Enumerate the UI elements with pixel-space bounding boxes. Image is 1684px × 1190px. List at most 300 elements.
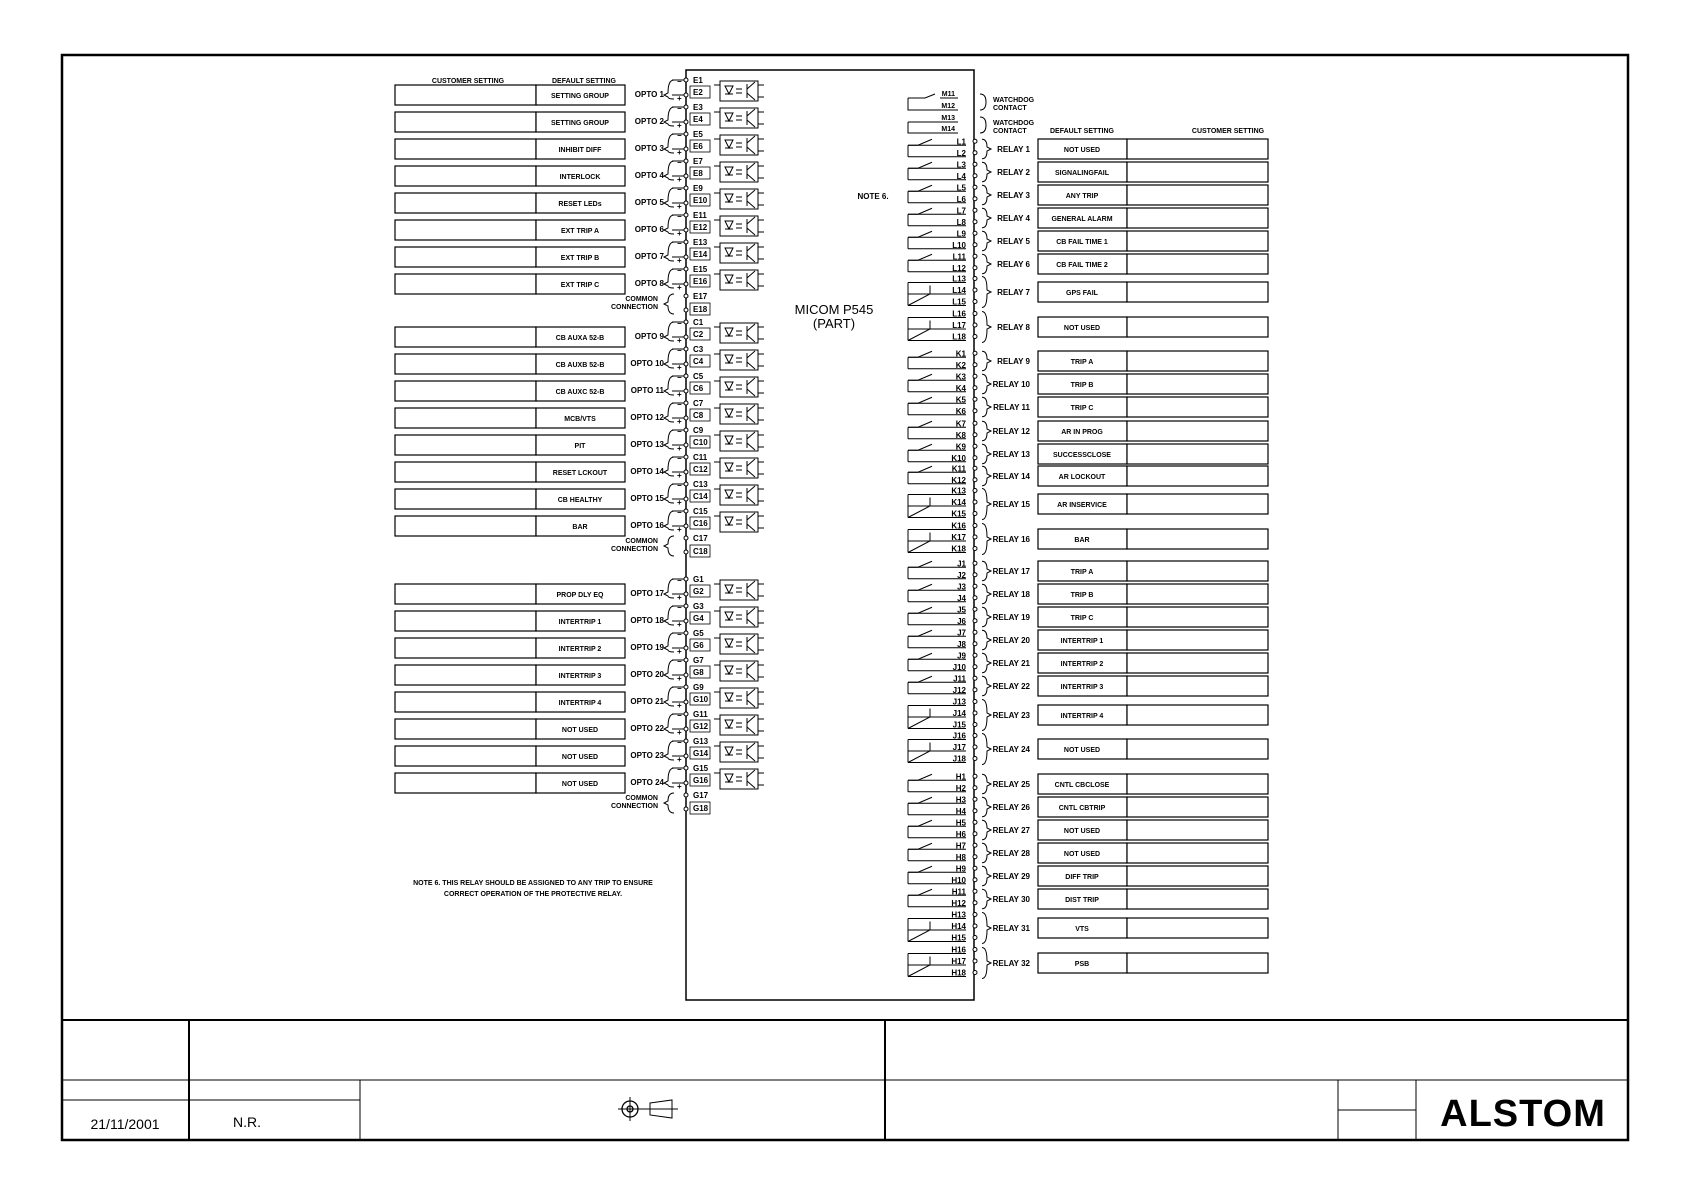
brace — [982, 162, 991, 182]
terminal-label: G6 — [693, 641, 704, 650]
brace — [982, 676, 991, 696]
terminal-point — [973, 573, 977, 577]
minus-sign: − — [677, 481, 682, 490]
minus-sign: − — [677, 212, 682, 221]
relay-output — [908, 464, 1268, 486]
opto-coupler-body — [714, 608, 764, 626]
terminal-label: G18 — [693, 804, 709, 813]
terminal-label: G11 — [693, 710, 708, 719]
opto-input — [395, 372, 764, 401]
customer-setting-field[interactable] — [1127, 494, 1268, 514]
customer-setting-field[interactable] — [1127, 676, 1268, 696]
brace — [664, 457, 674, 476]
opto-input — [395, 157, 764, 186]
terminal-point — [973, 312, 977, 316]
terminal-label: H11 — [951, 887, 966, 897]
terminal-point — [973, 653, 977, 657]
terminal-label: H18 — [951, 968, 966, 978]
terminal-label: J11 — [953, 674, 966, 684]
opto-input — [395, 602, 764, 631]
terminal-point — [973, 700, 977, 704]
customer-setting-field[interactable] — [1127, 162, 1268, 182]
customer-setting-field[interactable] — [395, 139, 536, 159]
terminal-point — [973, 466, 977, 470]
terminal-label: G5 — [693, 629, 704, 638]
default-setting-value: DIST TRIP — [1065, 897, 1099, 904]
relay-label: RELAY 9 — [997, 357, 1030, 366]
terminal-point — [684, 455, 688, 459]
customer-setting-field[interactable] — [1127, 185, 1268, 205]
terminal-label: C15 — [693, 507, 708, 516]
relay-output — [908, 887, 1268, 909]
terminal-label: E15 — [693, 265, 708, 274]
terminal-point — [973, 197, 977, 201]
terminal-point — [973, 323, 977, 327]
terminal-label: J16 — [952, 731, 966, 741]
customer-setting-field[interactable] — [395, 193, 536, 213]
terminal-label: K15 — [951, 509, 966, 519]
brace — [664, 536, 674, 556]
terminal-label: C16 — [693, 519, 708, 528]
customer-setting-field[interactable] — [1127, 739, 1268, 759]
default-setting-value: VTS — [1075, 926, 1089, 933]
customer-setting-field[interactable] — [1127, 607, 1268, 627]
drawing-frame — [62, 55, 1628, 1140]
terminal-point — [973, 456, 977, 460]
plus-sign: + — [677, 728, 682, 737]
terminal-label: J13 — [952, 697, 966, 707]
customer-setting-field[interactable] — [1127, 254, 1268, 274]
opto-coupler-body — [714, 109, 764, 127]
customer-setting-field[interactable] — [1127, 529, 1268, 549]
terminal-point — [973, 421, 977, 425]
customer-setting-field[interactable] — [1127, 466, 1268, 486]
common-label: COMMON — [625, 296, 658, 303]
terminal-point — [684, 754, 688, 758]
opto-coupler-body — [714, 486, 764, 504]
terminal-point — [973, 619, 977, 623]
default-setting-value: CB FAIL TIME 1 — [1056, 239, 1108, 246]
terminal-point — [973, 433, 977, 437]
terminal-label: G17 — [693, 791, 709, 800]
customer-setting-field[interactable] — [395, 773, 536, 793]
terminal-point — [684, 159, 688, 163]
terminal-point — [973, 924, 977, 928]
customer-setting-field[interactable] — [1127, 918, 1268, 938]
customer-setting-field[interactable] — [395, 638, 536, 658]
default-setting-value: NOT USED — [1063, 747, 1101, 754]
contact-icon — [908, 397, 932, 415]
terminal-point — [684, 739, 688, 743]
opto-label: OPTO 24 — [630, 778, 664, 787]
relay-output — [908, 772, 1268, 794]
brace — [982, 208, 991, 228]
terminal-point — [973, 277, 977, 281]
relay-label: RELAY 29 — [992, 872, 1030, 881]
device-sub: (PART) — [812, 316, 856, 331]
terminal-label: J14 — [952, 709, 966, 718]
customer-setting-field[interactable] — [1127, 866, 1268, 886]
terminal-label: G3 — [693, 602, 704, 611]
terminal-point — [684, 766, 688, 770]
watchdog-label: WATCHDOG — [993, 120, 1035, 127]
customer-setting-field[interactable] — [395, 166, 536, 186]
customer-setting-field[interactable] — [1127, 231, 1268, 251]
terminal-point — [973, 397, 977, 401]
terminal-point — [973, 220, 977, 224]
relay-output — [908, 674, 1268, 696]
relay-output — [908, 795, 1268, 817]
terminal-point — [684, 389, 688, 393]
contact-icon — [908, 797, 932, 815]
terminal-label: E10 — [693, 196, 708, 205]
terminal-point — [973, 786, 977, 790]
terminal-point — [973, 409, 977, 413]
default-setting-value: PROP DLY EQ — [556, 592, 604, 599]
terminal-label: J2 — [957, 570, 966, 580]
terminal-point — [973, 723, 977, 727]
terminal-point — [973, 843, 977, 847]
terminal-label: G12 — [693, 722, 709, 731]
terminal-label: C14 — [693, 492, 708, 501]
opto-label: OPTO 3 — [634, 144, 664, 153]
customer-setting-field[interactable] — [395, 274, 536, 294]
default-setting-value: INTERTRIP 2 — [558, 646, 602, 653]
brace — [664, 606, 674, 625]
customer-setting-field[interactable] — [1127, 630, 1268, 650]
terminal-label: H17 — [951, 957, 966, 966]
customer-setting-field[interactable] — [1127, 421, 1268, 441]
terminal-label: M11 — [941, 91, 955, 98]
terminal-point — [973, 665, 977, 669]
watchdog-2 — [908, 115, 1035, 135]
terminal-point — [684, 401, 688, 405]
brace — [664, 269, 674, 288]
relay-output — [908, 651, 1268, 673]
terminal-label: J18 — [952, 754, 966, 764]
brace — [664, 484, 674, 503]
customer-setting-field[interactable] — [1127, 444, 1268, 464]
contact-icon — [908, 866, 932, 884]
terminal-label: K13 — [951, 486, 966, 496]
common-label: CONNECTION — [610, 803, 658, 810]
opto-coupler-body — [714, 351, 764, 369]
customer-setting-field[interactable] — [395, 327, 536, 347]
brace — [664, 215, 674, 234]
terminal-label: J1 — [957, 559, 966, 569]
brace — [664, 322, 674, 341]
brace — [664, 511, 674, 530]
terminal-point — [684, 592, 688, 596]
terminal-point — [973, 607, 977, 611]
relay-label: RELAY 11 — [993, 403, 1030, 412]
default-setting-value: BAR — [572, 524, 588, 531]
terminal-point — [973, 151, 977, 155]
right-customer-header: CUSTOMER SETTING — [1191, 128, 1265, 135]
terminal-point — [973, 444, 977, 448]
terminal-point — [973, 866, 977, 870]
relay-outputs — [908, 137, 1268, 978]
customer-setting-field[interactable] — [395, 354, 536, 374]
default-setting-value: CNTL CBTRIP — [1058, 805, 1106, 812]
minus-sign: − — [677, 603, 682, 612]
relay-label: RELAY 10 — [992, 380, 1030, 389]
terminal-label: G16 — [693, 776, 709, 785]
relay-label: RELAY 15 — [992, 500, 1030, 509]
terminal-point — [973, 524, 977, 528]
relay-output — [908, 160, 1268, 182]
brace — [982, 466, 991, 486]
customer-setting-field[interactable] — [1127, 208, 1268, 228]
relay-output — [908, 275, 1268, 308]
opto-label: OPTO 13 — [630, 440, 664, 449]
terminal-label: E13 — [693, 238, 708, 247]
contact-icon — [908, 630, 932, 648]
brace — [982, 889, 991, 909]
customer-setting-field[interactable] — [1127, 820, 1268, 840]
terminal-point — [973, 734, 977, 738]
terminal-label: E6 — [693, 142, 703, 151]
customer-setting-field[interactable] — [395, 247, 536, 267]
customer-setting-field[interactable] — [1127, 653, 1268, 673]
terminal-label: L7 — [956, 206, 966, 216]
customer-setting-field[interactable] — [395, 692, 536, 712]
relay-label: RELAY 1 — [997, 145, 1030, 154]
default-setting-value: EXT TRIP B — [560, 255, 600, 262]
terminal-point — [684, 267, 688, 271]
opto-coupler-body — [714, 271, 764, 289]
terminal-point — [973, 832, 977, 836]
default-setting-value: TRIP B — [1070, 592, 1094, 599]
terminal-label: L1 — [956, 137, 966, 147]
brace — [982, 866, 991, 886]
customer-setting-field[interactable] — [1127, 282, 1268, 302]
brace — [982, 734, 991, 765]
terminal-label: G15 — [693, 764, 709, 773]
terminal-label: E17 — [693, 292, 708, 301]
customer-setting-field[interactable] — [1127, 584, 1268, 604]
customer-setting-field[interactable] — [1127, 774, 1268, 794]
plus-sign: + — [677, 283, 682, 292]
terminal-label: L16 — [952, 309, 966, 319]
terminal-label: G7 — [693, 656, 704, 665]
terminal-label: C5 — [693, 372, 704, 381]
customer-setting-field[interactable] — [395, 611, 536, 631]
customer-setting-field[interactable] — [395, 381, 536, 401]
terminal-point — [684, 536, 688, 540]
device-name: MICOM P545 — [794, 302, 874, 317]
customer-setting-field[interactable] — [395, 462, 536, 482]
customer-setting-field[interactable] — [1127, 953, 1268, 973]
contact-icon — [908, 421, 932, 439]
customer-setting-field[interactable] — [395, 516, 536, 536]
terminal-point — [973, 300, 977, 304]
terminal-point — [684, 255, 688, 259]
terminal-point — [684, 335, 688, 339]
terminal-label: G14 — [693, 749, 709, 758]
terminal-point — [684, 685, 688, 689]
customer-setting-field[interactable] — [1127, 397, 1268, 417]
opto-coupler-body — [714, 163, 764, 181]
company-logo: ALSTOM — [1440, 1093, 1606, 1135]
relay-output — [908, 137, 1268, 159]
terminal-point — [973, 889, 977, 893]
plus-sign: + — [677, 647, 682, 656]
customer-setting-field[interactable] — [1127, 889, 1268, 909]
plus-sign: + — [677, 336, 682, 345]
terminal-point — [684, 120, 688, 124]
opto-input — [395, 629, 764, 658]
default-setting-value: SETTING GROUP — [551, 93, 609, 100]
customer-setting-field[interactable] — [395, 584, 536, 604]
terminal-point — [684, 781, 688, 785]
default-setting-value: NOT USED — [561, 781, 599, 788]
default-setting-value: SIGNALINGFAIL — [1054, 170, 1110, 177]
minus-sign: − — [677, 266, 682, 275]
brace — [664, 633, 674, 652]
relay-output — [908, 559, 1268, 581]
terminal-point — [684, 294, 688, 298]
opto-input — [395, 130, 764, 159]
terminal-label: K17 — [951, 533, 966, 542]
terminal-point — [973, 335, 977, 339]
brace — [982, 584, 991, 604]
customer-setting-field[interactable] — [395, 665, 536, 685]
opto-coupler-body — [714, 217, 764, 235]
brace — [664, 430, 674, 449]
note-line-2: CORRECT OPERATION OF THE PROTECTIVE RELAY. — [443, 891, 623, 898]
customer-setting-field[interactable] — [395, 719, 536, 739]
minus-sign: − — [677, 239, 682, 248]
customer-setting-field[interactable] — [395, 435, 536, 455]
brace — [664, 107, 674, 126]
terminal-label: C7 — [693, 399, 704, 408]
terminal-label: C18 — [693, 547, 708, 556]
terminal-point — [973, 547, 977, 551]
opto-inputs — [395, 76, 764, 814]
brace — [982, 277, 991, 308]
opto-coupler-body — [714, 190, 764, 208]
terminal-point — [973, 489, 977, 493]
opto-input — [395, 507, 764, 536]
customer-setting-field[interactable] — [1127, 317, 1268, 337]
terminal-point — [684, 727, 688, 731]
terminal-point — [973, 535, 977, 539]
relay-label: RELAY 19 — [992, 613, 1030, 622]
brace — [664, 242, 674, 261]
customer-setting-field[interactable] — [1127, 139, 1268, 159]
opto-coupler-body — [714, 743, 764, 761]
terminal-label: K2 — [955, 360, 966, 370]
brace — [664, 161, 674, 180]
default-setting-value: NOT USED — [1063, 828, 1101, 835]
terminal-label: L4 — [956, 171, 966, 181]
customer-setting-field[interactable] — [1127, 561, 1268, 581]
terminal-point — [684, 604, 688, 608]
relay-label: RELAY 26 — [992, 803, 1030, 812]
customer-setting-field[interactable] — [1127, 705, 1268, 725]
default-setting-value: SETTING GROUP — [551, 120, 609, 127]
brace — [982, 843, 991, 863]
terminal-point — [684, 213, 688, 217]
customer-setting-field[interactable] — [395, 746, 536, 766]
relay-label: RELAY 22 — [992, 682, 1030, 691]
minus-sign: − — [677, 77, 682, 86]
customer-setting-field[interactable] — [1127, 351, 1268, 371]
customer-setting-field[interactable] — [1127, 797, 1268, 817]
opto-coupler-body — [714, 378, 764, 396]
opto-coupler-body — [714, 689, 764, 707]
opto-input — [395, 656, 764, 685]
plus-sign: + — [677, 256, 682, 265]
terminal-label: C13 — [693, 480, 708, 489]
default-setting-value: PSB — [1074, 961, 1090, 968]
opto-coupler-body — [714, 82, 764, 100]
relay-label: RELAY 20 — [992, 636, 1030, 645]
customer-setting-field[interactable] — [395, 220, 536, 240]
customer-setting-field[interactable] — [395, 112, 536, 132]
terminal-point — [684, 673, 688, 677]
opto-input — [395, 480, 764, 509]
relay-output — [908, 522, 1268, 555]
terminal-label: E11 — [693, 211, 707, 220]
terminal-point — [973, 774, 977, 778]
customer-setting-field[interactable] — [395, 408, 536, 428]
opto-input — [395, 575, 764, 604]
brace — [982, 351, 991, 371]
opto-label: OPTO 22 — [630, 724, 664, 733]
minus-sign: − — [677, 346, 682, 355]
brace — [982, 444, 991, 464]
default-setting-value: NOT USED — [1063, 147, 1101, 154]
terminal-point — [973, 936, 977, 940]
common-connection — [611, 791, 710, 814]
opto-label: OPTO 21 — [630, 697, 664, 706]
default-setting-value: INTERTRIP 1 — [558, 619, 602, 626]
customer-setting-field[interactable] — [1127, 843, 1268, 863]
default-setting-value: ANY TRIP — [1065, 193, 1099, 200]
plus-sign: + — [677, 471, 682, 480]
terminal-label: J5 — [957, 605, 966, 615]
customer-setting-field[interactable] — [395, 85, 536, 105]
terminal-label: K7 — [955, 419, 966, 429]
customer-setting-field[interactable] — [1127, 374, 1268, 394]
relay-label: RELAY 24 — [992, 745, 1030, 754]
opto-coupler-body — [714, 770, 764, 788]
drawn-by: N.R. — [233, 1114, 261, 1130]
opto-coupler-body — [714, 324, 764, 342]
default-setting-value: TRIP A — [1070, 359, 1094, 366]
relay-label: RELAY 32 — [992, 959, 1030, 968]
terminal-point — [973, 584, 977, 588]
right-default-header: DEFAULT SETTING — [1049, 128, 1115, 135]
terminal-label: H2 — [955, 783, 966, 793]
opto-input — [395, 238, 764, 267]
relay-label: RELAY 16 — [992, 535, 1030, 544]
opto-input — [395, 103, 764, 132]
brace — [982, 524, 991, 555]
brace — [982, 374, 991, 394]
terminal-point — [684, 308, 688, 312]
terminal-label: L18 — [952, 332, 966, 342]
terminal-label: H3 — [955, 795, 966, 805]
opto-label: OPTO 15 — [630, 494, 664, 503]
terminal-point — [684, 186, 688, 190]
terminal-label: L8 — [956, 217, 966, 227]
contact-icon — [908, 208, 932, 226]
terminal-label: H16 — [951, 945, 966, 955]
customer-setting-field[interactable] — [395, 489, 536, 509]
